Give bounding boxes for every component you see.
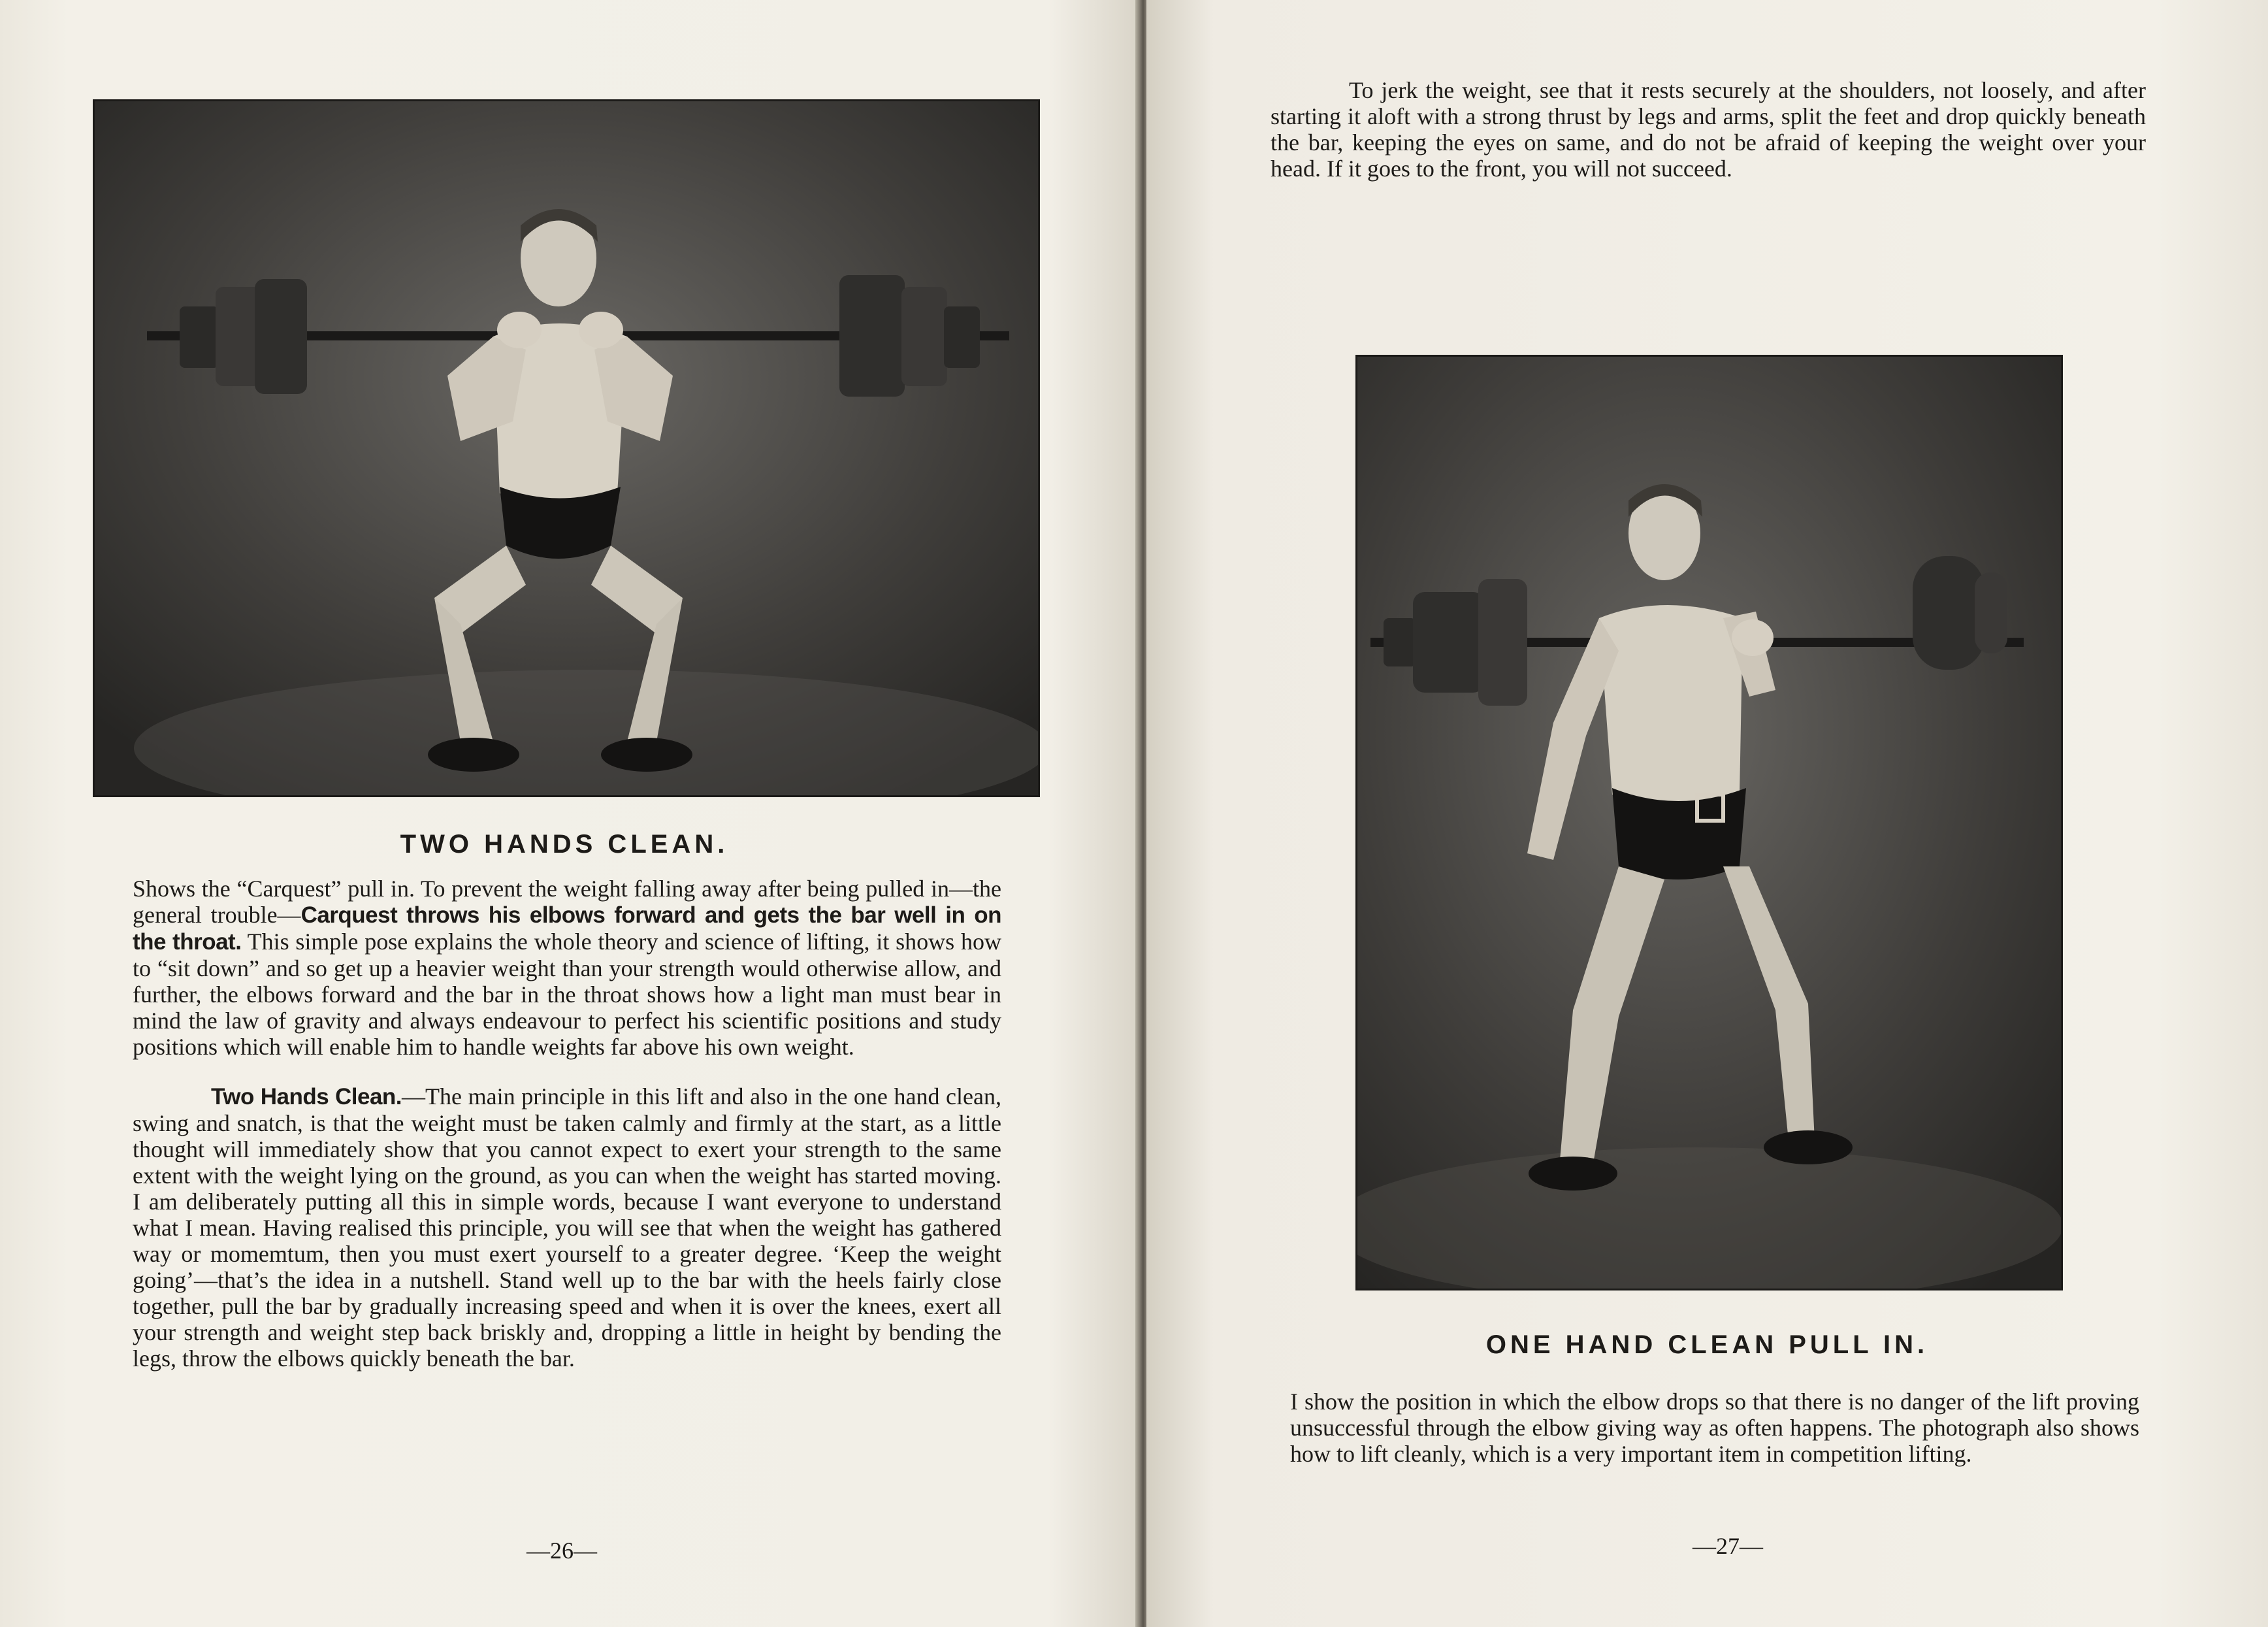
- paragraph-two-hands-clean: [133, 1083, 1001, 1372]
- paragraph-text: This simple pose explains the whole theory and science of lifting, it shows how to “sit down” and so get up a heavier weight than your strength would otherwise allow, and further, the elbows forward and the bar in the throat shows how a light man must bear in mind the law of gravity and always endeavour to perfect his scientific positions and study positions which will enable him to handle weights far above his own weight.: [133, 929, 1001, 1060]
- emphasis-text: Carquest throws his elbows forward and gets the bar well in on the throat.: [133, 902, 1001, 955]
- section-heading: Two Hands Clean.: [211, 1084, 402, 1109]
- page-number: —27—: [1693, 1533, 1763, 1559]
- paragraph-text: —The main principle in this lift and also in the one hand clean, swing and snatch, is that the weight must be taken calmly and firmly at the start, as a little thought will immediately show that you cannot expect to exert your strength to the same extent with the weight lying on the ground, as you can when the weight has started moving. I am deliberately putting all this in simple words, because I want everyone to understand what I mean. Having realised this principle, you will see that when the weight has gathered way or momemtum, then you must exert yourself to a greater degree. ‘Keep the weight going’—that’s the idea in a nutshell. Stand well up to the bar with the heels fairly close together, pull the bar by gradually increasing speed and when it is over the knees, exert all your strength and weight step back briskly and, dropping a little in height by bending the legs, throw the elbows quickly beneath the bar.: [133, 1083, 1001, 1372]
- one-hand-clean-photo: [1355, 355, 2063, 1290]
- paragraph-carquest: [133, 876, 1001, 1060]
- paragraph-text: Shows the “Carquest” pull in. To prevent the weight falling away after being pulled in—the general trouble—: [133, 876, 1001, 928]
- page-number: —26—: [526, 1537, 597, 1564]
- right-body-text: I show the position in which the elbow drops so that there is no danger of the lift proving unsuccessful through the elbow giving way as often happens. The photograph also shows how to lift cleanly, which is a very important item in competition lifting.: [1290, 1389, 2139, 1467]
- left-body-text: [133, 876, 1001, 1395]
- right-page: [1146, 0, 2268, 1627]
- two-hands-clean-illustration: [95, 101, 1038, 795]
- two-hands-clean-photo: [93, 99, 1040, 797]
- jerk-paragraph: To jerk the weight, see that it rests securely at the shoulders, not loosely, and after starting it aloft with a strong thrust by legs and arms, split the feet and drop quickly beneath the bar, keeping the eyes on same, and do not be afraid of keeping the weight over your head. If it goes to the front, you will not succeed.: [1271, 77, 2146, 182]
- photo-caption: TWO HANDS CLEAN.: [400, 830, 729, 859]
- one-hand-clean-illustration: [1357, 357, 2061, 1289]
- photo-caption: ONE HAND CLEAN PULL IN.: [1485, 1330, 1929, 1359]
